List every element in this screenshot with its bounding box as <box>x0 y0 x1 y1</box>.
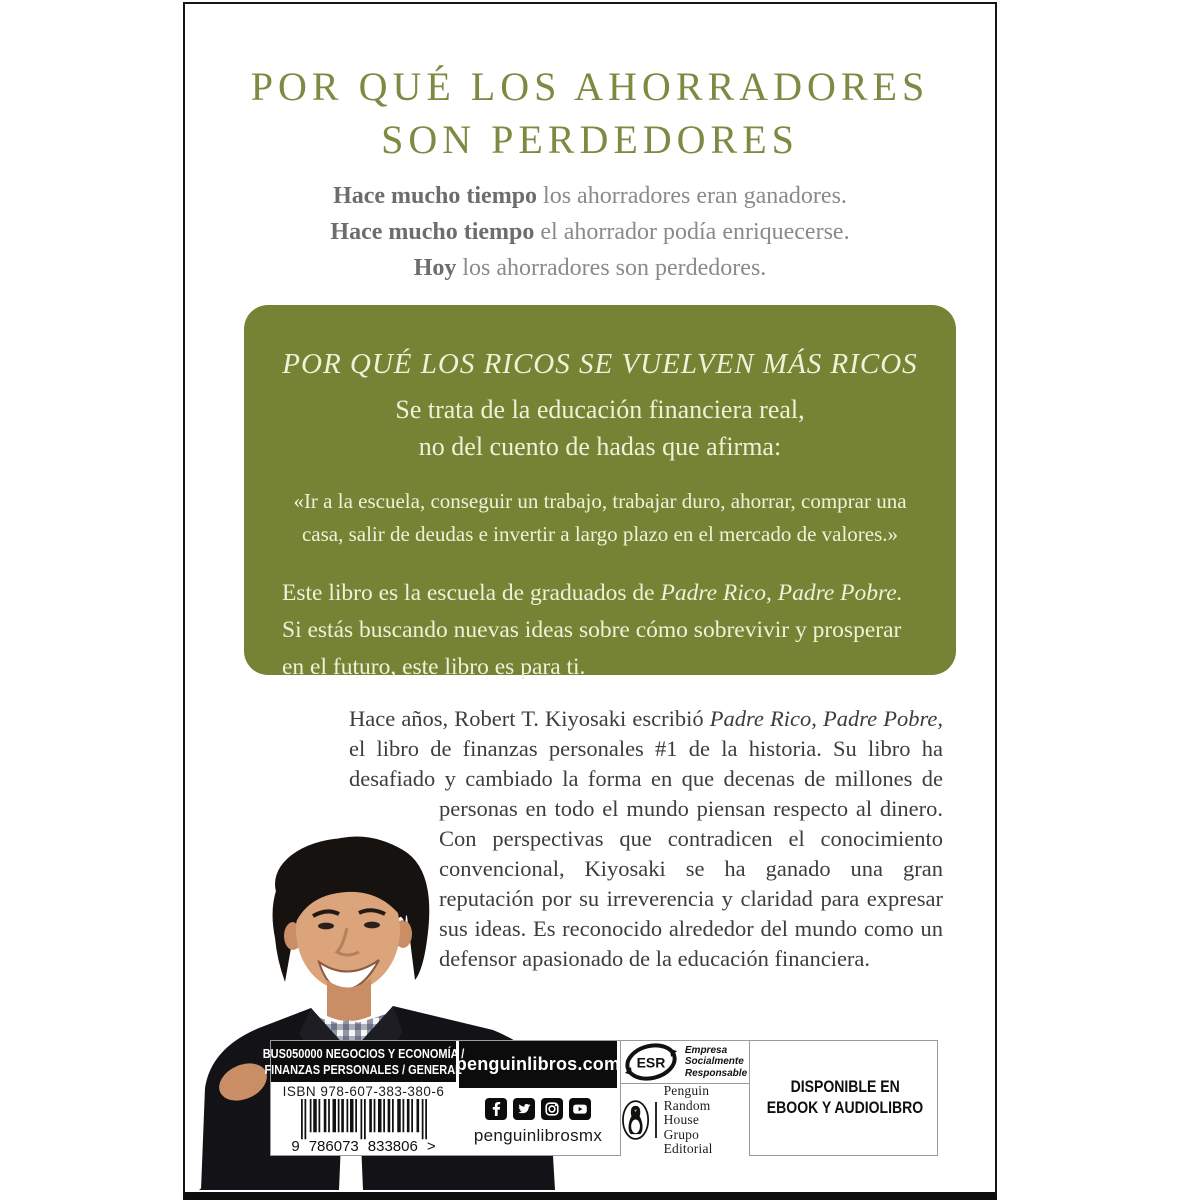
barcode-icon <box>288 1099 440 1141</box>
intro-line-lead: Hace mucho tiempo <box>333 183 538 209</box>
headline-line1: POR QUÉ LOS AHORRADORES <box>250 64 930 109</box>
intro-line <box>185 178 995 214</box>
bisac-line1: BUS050000 NEGOCIOS Y ECONOMÍA / <box>262 1046 465 1061</box>
panel-subtitle <box>272 391 928 465</box>
svg-text:ESR: ESR <box>636 1054 666 1071</box>
penguin-logo-icon <box>621 1099 650 1141</box>
barcode-digit-group: 786073 <box>308 1138 359 1155</box>
barcode-cell <box>271 1082 456 1155</box>
intro-line-rest: los ahorradores son perdedores. <box>456 255 767 281</box>
panel-heading: POR QUÉ LOS RICOS SE VUELVEN MÁS RICOS <box>282 348 918 380</box>
website-url: penguinlibros.com <box>455 1054 621 1074</box>
panel-sub-line1: Se trata de la educación financiera real, <box>395 395 805 424</box>
twitter-icon <box>513 1098 535 1120</box>
panel-closing-book-title: Padre Rico, Padre Pobre. <box>660 580 903 606</box>
esr-caption-line: Responsable <box>684 1067 748 1079</box>
availability-line1: DISPONIBLE EN <box>790 1078 900 1096</box>
social-icons-row <box>485 1098 591 1120</box>
prh-wordmark-line: Grupo Editorial <box>663 1126 713 1156</box>
website-box <box>455 1041 621 1088</box>
isbn-number: ISBN 978-607-383-380-6 <box>282 1084 445 1099</box>
intro-line-lead: Hace mucho tiempo <box>330 219 535 245</box>
prh-logo-row <box>621 1084 749 1157</box>
social-handle: penguinlibrosmx <box>473 1125 603 1145</box>
esr-caption-line: Empresa <box>684 1044 728 1056</box>
prh-divider <box>655 1102 656 1138</box>
bisac-isbn-block <box>262 1041 465 1155</box>
availability-box <box>753 1041 937 1155</box>
intro-line <box>185 214 995 250</box>
prh-wordmark <box>664 1084 749 1157</box>
penguin-web-block <box>455 1041 621 1155</box>
availability-block <box>753 1041 937 1155</box>
social-cell <box>459 1088 617 1155</box>
author-bio-pre: Hace años, Robert T. Kiyosaki escribió <box>349 706 710 731</box>
barcode-suffix: > <box>426 1138 436 1155</box>
bisac-box <box>262 1041 465 1082</box>
availability-line2: EBOOK Y AUDIOLIBRO <box>766 1099 924 1117</box>
prh-wordmark-line: Random House <box>663 1097 711 1127</box>
esr-caption <box>685 1045 747 1080</box>
intro-line-rest: el ahorrador podía enriquecerse. <box>534 219 850 245</box>
barcode-digit-group: 833806 <box>367 1138 418 1155</box>
green-panel <box>244 305 956 680</box>
intro-line-rest: los ahorradores eran ganadores. <box>537 183 847 209</box>
footer-strip <box>262 1040 938 1156</box>
barcode-digit-group: 9 <box>291 1138 300 1155</box>
esr-caption-line: Socialmente <box>684 1056 744 1068</box>
author-bio-book-title: Padre Rico, Padre Pobre, <box>709 706 943 731</box>
portrait-text-wrap-spacer <box>271 792 349 822</box>
intro-line <box>185 250 995 286</box>
esr-logo-icon <box>623 1041 679 1083</box>
youtube-icon <box>569 1098 591 1120</box>
headline <box>185 60 995 166</box>
publisher-logos-block <box>620 1041 750 1155</box>
headline-line2: SON PERDEDORES <box>381 117 799 162</box>
author-bio-post: el libro de finanzas personales #1 de la historia. Su libro ha desafiado y cambiado la forma en que decenas de millones de personas en todo el mundo piensan respecto al dinero. Con perspectivas que contradicen el conocimiento convencional, Kiyosaki se ha ganado una gran reputación por su irreverencia y claridad para expresar sus ideas. Es reconocido alrededor del mundo como un defensor apasionado de la educación financiera. <box>349 736 943 971</box>
bisac-line2: FINANZAS PERSONALES / GENERAL <box>264 1062 463 1077</box>
prh-wordmark-line: Penguin <box>663 1083 710 1098</box>
intro-line-lead: Hoy <box>413 255 457 281</box>
book-back-cover <box>183 2 997 1200</box>
intro-lines <box>185 178 995 286</box>
panel-sub-line2: no del cuento de hadas que afirma: <box>418 432 782 461</box>
facebook-icon <box>485 1098 507 1120</box>
panel-quote: «Ir a la escuela, conseguir un trabajo, trabajar duro, ahorrar, comprar una casa, salir de deudas e invertir a largo plazo en el mercado de valores.» <box>293 489 907 546</box>
instagram-icon <box>541 1098 563 1120</box>
panel-closing <box>282 575 918 686</box>
barcode-digits <box>291 1138 435 1155</box>
panel-closing-post: Si estás buscando nuevas ideas sobre cómo sobrevivir y prosperar en el futuro, este libro es para ti. <box>282 617 902 680</box>
esr-logo-row <box>621 1041 749 1084</box>
panel-closing-pre: Este libro es la escuela de graduados de <box>282 580 661 606</box>
